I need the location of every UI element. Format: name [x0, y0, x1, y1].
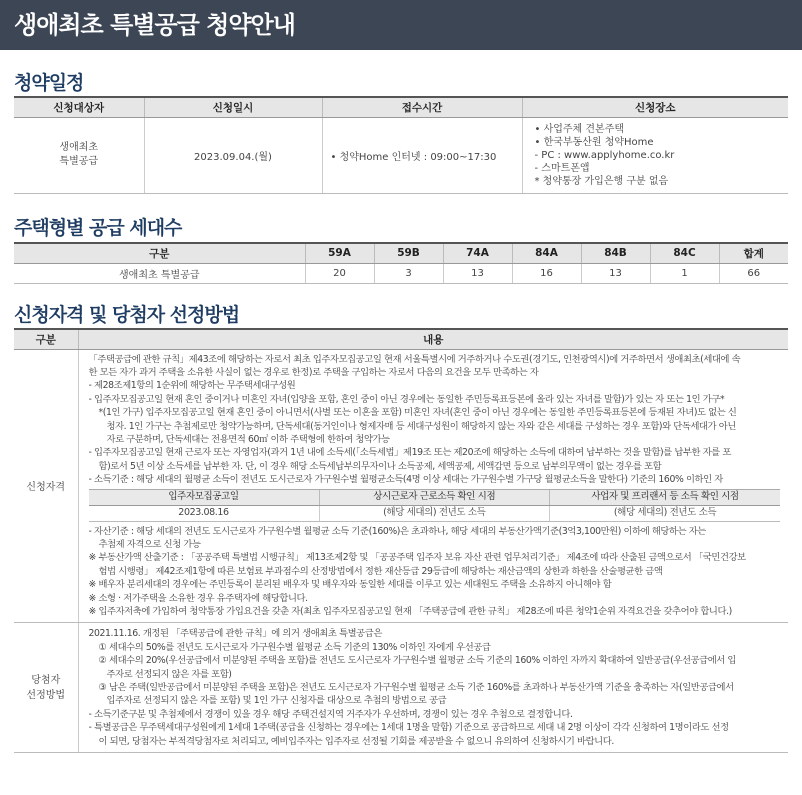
qual-line: 추첨제 자격으로 신청 가능	[98, 538, 201, 550]
selection-content	[78, 623, 788, 753]
sel-line: ① 세대수의 50%를 전년도 도시근로자 가구원수별 월평균 소득 기준의 130% 이하인 자에게 우선공급	[98, 641, 491, 653]
qual-line: - 제28조제1항의 1순위에 해당하는 무주택세대구성원	[88, 380, 296, 392]
sel-line: - 특별공급은 무주택세대구성원에게 1세대 1주택(공급을 신청하는 경우에는 1세대 1명을 말함) 기준으로 공급하므로 세대 내 2명 이상이 각각 신청하여 1명이라도 선정	[88, 722, 729, 734]
supply-value: 13	[443, 263, 512, 283]
qual-line: - 입주자모집공고일 현재 근로자 또는 자영업자(과거 1년 내에 소득세(「소득세법」제19조 또는 제20조에 해당하는 소득에 대하여 납부하는 것을 말함)를 납부한 자를 포	[88, 447, 731, 459]
schedule-table	[14, 96, 788, 194]
schedule-target	[14, 117, 144, 193]
supply-total: 66	[719, 263, 788, 283]
eligibility-header-category: 구분	[14, 329, 78, 349]
supply-value: 3	[374, 263, 443, 283]
sel-line: 입주자로 선정되지 않은 자를 포함) 및 1인 가구 신청자를 대상으로 추첨의 방법으로 공급	[106, 695, 447, 707]
qual-line: - 소득기준 : 해당 세대의 월평균 소득이 전년도 도시근로자 가구원수별 월평균소득(4명 이상 세대는 가구원수별 가구당 월평균소득을 말한다) 기준의 160% 이하인 자	[88, 474, 723, 486]
sel-line: ② 세대수의 20%(우선공급에서 미분양된 주택을 포함)를 전년도 도시근로자 가구원수별 월평균 소득 기준의 160% 이하인 자까지 확대하여 일반공급(우선공급에서 입	[98, 655, 737, 667]
schedule-date: 2023.09.04.(월)	[144, 117, 322, 193]
supply-header: 74A	[443, 243, 512, 263]
supply-value: 1	[650, 263, 719, 283]
supply-value: 20	[305, 263, 374, 283]
schedule-section-title: 청약일정	[14, 72, 84, 94]
qual-line: 함)로서 5년 이상 소득세를 납부한 자. 단, 이 경우 해당 소득세납부의무자이나 소득공제, 세액공제, 세액감면 등으로 납부의무액이 없는 경우를 포함	[98, 460, 662, 472]
income-header: 상시근로자 근로소득 확인 시점	[319, 489, 550, 505]
supply-header: 84A	[512, 243, 581, 263]
qual-line: ※ 배우자 분리세대의 경우에는 주민등록이 분리된 배우자 및 배우자와 동일한 세대를 이루고 있는 세대원도 주택을 소유하지 아니해야 함	[88, 579, 612, 591]
place-line: • 한국부동산원 청약Home	[534, 136, 654, 148]
income-check-table	[89, 489, 781, 522]
qual-line: ※ 소형 · 저가주택을 소유한 경우 유주택자에 해당합니다.	[88, 592, 308, 604]
schedule-time: • 청약Home 인터넷 : 09:00~17:30	[322, 117, 522, 193]
qual-line: - 자산기준 : 해당 세대의 전년도 도시근로자 가구원수별 월평균 소득 기준(160%)은 초과하나, 해당 세대의 부동산가액기준(3억3,100만원) 이하에 해당하는 자는	[88, 525, 706, 537]
sel-line: 주자로 선정되지 않은 자를 포함)	[106, 668, 232, 680]
supply-header: 84B	[581, 243, 650, 263]
qualification-label: 신청자격	[14, 349, 78, 623]
supply-header: 59B	[374, 243, 443, 263]
schedule-target-line2: 특별공급	[59, 156, 99, 167]
qual-line: 「주택공급에 관한 규칙」제43조에 해당하는 자로서 최초 입주자모집공고일 현재 서울특별시에 거주하거나 수도권(경기도, 인천광역시)에 거주하면서 생애최초(세대에 속	[88, 353, 741, 365]
schedule-header-place: 신청장소	[522, 97, 788, 117]
eligibility-header-content: 내용	[78, 329, 788, 349]
supply-header: 구분	[14, 243, 305, 263]
supply-value: 13	[581, 263, 650, 283]
place-line: * 청약통장 가입은행 구분 없음	[534, 175, 669, 187]
selection-label-line2: 선정방법	[26, 689, 66, 701]
place-line: • 사업주체 견본주택	[534, 123, 625, 135]
supply-header: 84C	[650, 243, 719, 263]
qual-line: *(1인 가구) 입주자모집공고일 현재 혼인 중이 아니면서(사별 또는 이혼을 포함) 미혼인 자녀(혼인 중이 아닌 경우에는 동일한 주민등록표등본에 등재된 자녀)도 없는 신	[98, 407, 737, 419]
income-header: 입주자모집공고일	[89, 489, 320, 505]
income-value: (해당 세대의) 전년도 소득	[550, 505, 781, 521]
sel-line: 이 되면, 당첨자는 부적격당첨자로 처리되고, 예비입주자는 입주자로 선정될 기회를 제공받을 수 없으니 유의하여 신청하시기 바랍니다.	[98, 735, 614, 747]
supply-row-label: 생애최초 특별공급	[14, 263, 305, 283]
schedule-header-date: 신청일시	[144, 97, 322, 117]
income-header: 사업자 및 프리랜서 등 소득 확인 시점	[550, 489, 781, 505]
supply-section-title: 주택형별 공급 세대수	[14, 217, 182, 239]
income-value: 2023.08.16	[89, 505, 320, 521]
place-line: - 스마트폰앱	[534, 162, 590, 174]
qual-line: 한 모든 자가 과거 주택을 소유한 사실이 없는 경우로 한정)로 주택을 구입하는 자로서 다음의 요건을 모두 만족하는 자	[88, 366, 539, 378]
qual-line: 청자. 1인 가구는 추첨제로만 청약가능하며, 단독세대(동거인이나 형제자매 등 세대구성원이 해당하지 않는 자와 같은 세대를 구성하는 경우 포함)와 단독세대가 아닌	[106, 420, 736, 432]
schedule-header-time: 접수시간	[322, 97, 522, 117]
schedule-place	[522, 117, 788, 193]
income-value: (해당 세대의) 전년도 소득	[319, 505, 550, 521]
sel-line: 2021.11.16. 개정된 「주택공급에 관한 규칙」에 의거 생애최초 특별공급은	[88, 628, 382, 640]
sel-line: - 소득기준구분 및 추첨제에서 경쟁이 있을 경우 해당 주택건설지역 거주자가 우선하며, 경쟁이 있는 경우 추첨으로 결정합니다.	[88, 708, 573, 720]
eligibility-section-title: 신청자격 및 당첨자 선정방법	[14, 304, 240, 326]
qual-line: - 입주자모집공고일 현재 혼인 중이거나 미혼인 자녀(입양을 포함, 혼인 중이 아닌 경우에는 동일한 주민등록표등본에 올라 있는 자녀를 말함)가 있는 자 또는 1인 가구*	[88, 393, 725, 405]
eligibility-table	[14, 328, 788, 753]
page-title: 생애최초 특별공급 청약안내	[0, 0, 802, 50]
place-line: - PC : www.applyhome.co.kr	[534, 149, 675, 161]
selection-label-line1: 당첨자	[31, 674, 61, 686]
qual-line: 자로 구분하며, 단독세대는 전용면적 60㎡ 이하 주택형에 한하여 청약가능	[106, 433, 390, 445]
qualification-content	[78, 349, 788, 623]
qual-line: ※ 부동산가액 산출기준 : 「공공주택 특별법 시행규칙」 제13조제2항 및 「공공주택 입주자 보유 자산 관련 업무처리기준」 제4조에 따라 산출된 금액으로서 「국민건강보	[88, 552, 746, 564]
qual-line: 험법 시행령」 제42조제1항에 따른 보험료 부과점수의 산정방법에서 정한 재산등급 29등급에 해당하는 재산금액의 상한과 하한을 산술평균한 금액	[98, 565, 663, 577]
schedule-target-line1: 생애최초	[59, 142, 99, 153]
supply-header: 합계	[719, 243, 788, 263]
schedule-header-target: 신청대상자	[14, 97, 144, 117]
sel-line: ③ 남은 주택(일반공급에서 미분양된 주택을 포함)은 전년도 도시근로자 가구원수별 월평균 소득 기준 160%를 초과하나 부동산가액 기준을 충족하는 자(일반공급에서	[98, 682, 734, 694]
supply-header: 59A	[305, 243, 374, 263]
supply-value: 16	[512, 263, 581, 283]
selection-label	[14, 623, 78, 753]
qual-line: ※ 입주자저축에 가입하여 청약통장 가입요건을 갖춘 자(최초 입주자모집공고일 현재 「주택공급에 관한 규칙」 제28조에 따른 청약1순위 자격요건을 갖추어야 합니다.)	[88, 606, 732, 617]
supply-table	[14, 242, 788, 284]
